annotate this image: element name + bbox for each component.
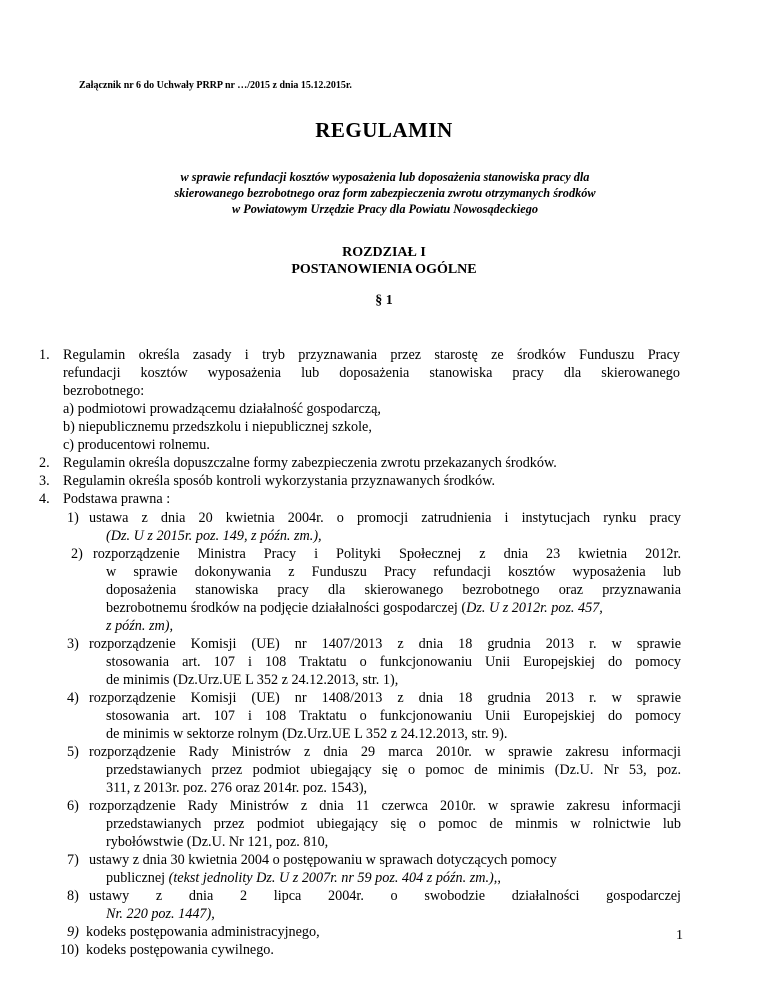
item-text-line: Regulamin określa sposób kontroli wykorzystania przyznawanych środków.	[63, 473, 496, 489]
legal-line: rozporządzenie Komisji (UE) nr 1408/2013 z dnia 18 grudnia 2013 r. w sprawie	[89, 690, 681, 706]
item-number: 1.	[39, 347, 50, 363]
legal-line: ustawy z dnia 2 lipca 2004r. o swobodzie działalności gospodarczej	[89, 888, 681, 904]
legal-line: 311, z 2013r. poz. 276 oraz 2014r. poz. 1543),	[106, 780, 368, 796]
legal-line: rozporządzenie Ministra Pracy i Polityki Społecznej z dnia 23 kwietnia 2012r.	[93, 546, 681, 562]
item-text-line: Regulamin określa zasady i tryb przyznawania przez starostę ze środków Funduszu Pracy	[63, 347, 680, 363]
legal-number: 2)	[71, 546, 83, 562]
document-subtitle	[80, 169, 690, 217]
item-text-line: bezrobotnego:	[63, 383, 145, 399]
legal-line: stosowania art. 107 i 108 Traktatu o funkcjonowaniu Unii Europejskiej do pomocy	[106, 654, 681, 670]
legal-line: stosowania art. 107 i 108 Traktatu o funkcjonowaniu Unii Europejskiej do pomocy	[106, 708, 681, 724]
legal-number: 9)	[67, 924, 79, 940]
subitem-line: c) producentowi rolnemu.	[63, 437, 210, 453]
legal-line: rozporządzenie Rady Ministrów z dnia 11 czerwca 2010r. w sprawie zakresu informacji	[89, 798, 681, 814]
page-number: 1	[676, 928, 683, 943]
chapter-number: ROZDZIAŁ I	[342, 245, 426, 260]
legal-line: w sprawie dokonywania z Funduszu Pracy refundacji kosztów wyposażenia lub	[106, 564, 681, 580]
item-number: 4.	[39, 491, 50, 507]
legal-line: Nr. 220 poz. 1447),	[106, 906, 215, 922]
subtitle-line: w Powiatowym Urzędzie Pracy dla Powiatu Nowosądeckiego	[231, 202, 539, 216]
subitem-line: b) niepublicznemu przedszkolu i niepublicznej szkole,	[63, 419, 372, 435]
section-mark: § 1	[375, 293, 393, 308]
legal-line: (Dz. U z 2015r. poz. 149, z późn. zm.),	[106, 528, 322, 544]
legal-line: doposażenia stanowiska pracy dla skierowanego bezrobotnego oraz przyznawania	[106, 582, 681, 598]
legal-line: de minimis w sektorze rolnym (Dz.Urz.UE L 352 z 24.12.2013, str. 9).	[106, 726, 508, 742]
legal-line: z późn. zm),	[106, 618, 174, 634]
legal-line: bezrobotnemu środków na podjęcie działalności gospodarczej (Dz. U z 2012r. poz. 457,	[106, 600, 603, 616]
legal-line: ustawy z dnia 30 kwietnia 2004 o postępowaniu w sprawach dotyczących pomocy	[89, 852, 557, 868]
legal-number: 5)	[67, 744, 79, 760]
legal-line: kodeks postępowania cywilnego.	[86, 942, 274, 958]
legal-line: ustawa z dnia 20 kwietnia 2004r. o promocji zatrudnienia i instytucjach rynku pracy	[89, 510, 681, 526]
document-title: REGULAMIN	[315, 118, 453, 142]
subitem-line: a) podmiotowi prowadzącemu działalność gospodarczą,	[63, 401, 381, 417]
legal-number: 6)	[67, 798, 79, 814]
legal-number: 10)	[60, 942, 79, 958]
legal-line: przedstawianych przez podmiot ubiegający się o pomoc de minmis w rolnictwie lub	[106, 816, 681, 832]
item-number: 2.	[39, 455, 50, 471]
legal-line: rozporządzenie Rady Ministrów z dnia 29 marca 2010r. w sprawie zakresu informacji	[89, 744, 681, 760]
legal-line: kodeks postępowania administracyjnego,	[86, 924, 320, 940]
item-text-line: Podstawa prawna :	[63, 491, 171, 507]
legal-line: publicznej (tekst jednolity Dz. U z 2007r. nr 59 poz. 404 z późn. zm.),,	[106, 870, 501, 886]
legal-line: rozporządzenie Komisji (UE) nr 1407/2013 z dnia 18 grudnia 2013 r. w sprawie	[89, 636, 681, 652]
legal-number: 8)	[67, 888, 79, 904]
legal-line: rybołówstwie (Dz.U. Nr 121, poz. 810,	[106, 834, 329, 850]
subtitle-line: w sprawie refundacji kosztów wyposażenia lub doposażenia stanowiska pracy dla	[180, 170, 590, 184]
legal-line: de minimis (Dz.Urz.UE L 352 z 24.12.2013, str. 1),	[106, 672, 399, 688]
chapter-heading	[0, 244, 768, 278]
annex-reference: Załącznik nr 6 do Uchwały PRRP nr …/2015 z dnia 15.12.2015r.	[79, 80, 352, 91]
item-text-line: Regulamin określa dopuszczalne formy zabezpieczenia zwrotu przekazanych środków.	[63, 455, 557, 471]
legal-number: 1)	[67, 510, 79, 526]
legal-number: 7)	[67, 852, 79, 868]
item-text-line: refundacji kosztów wyposażenia lub doposażenia stanowiska pracy dla skierowanego	[63, 365, 680, 381]
legal-line: przedstawianych przez podmiot ubiegający się o pomoc de minimis (Dz.U. Nr 53, poz.	[106, 762, 681, 778]
legal-number: 3)	[67, 636, 79, 652]
legal-number: 4)	[67, 690, 79, 706]
item-number: 3.	[39, 473, 50, 489]
subtitle-line: skierowanego bezrobotnego oraz form zabezpieczenia zwrotu otrzymanych środków	[174, 186, 596, 200]
chapter-name: POSTANOWIENIA OGÓLNE	[291, 262, 477, 277]
